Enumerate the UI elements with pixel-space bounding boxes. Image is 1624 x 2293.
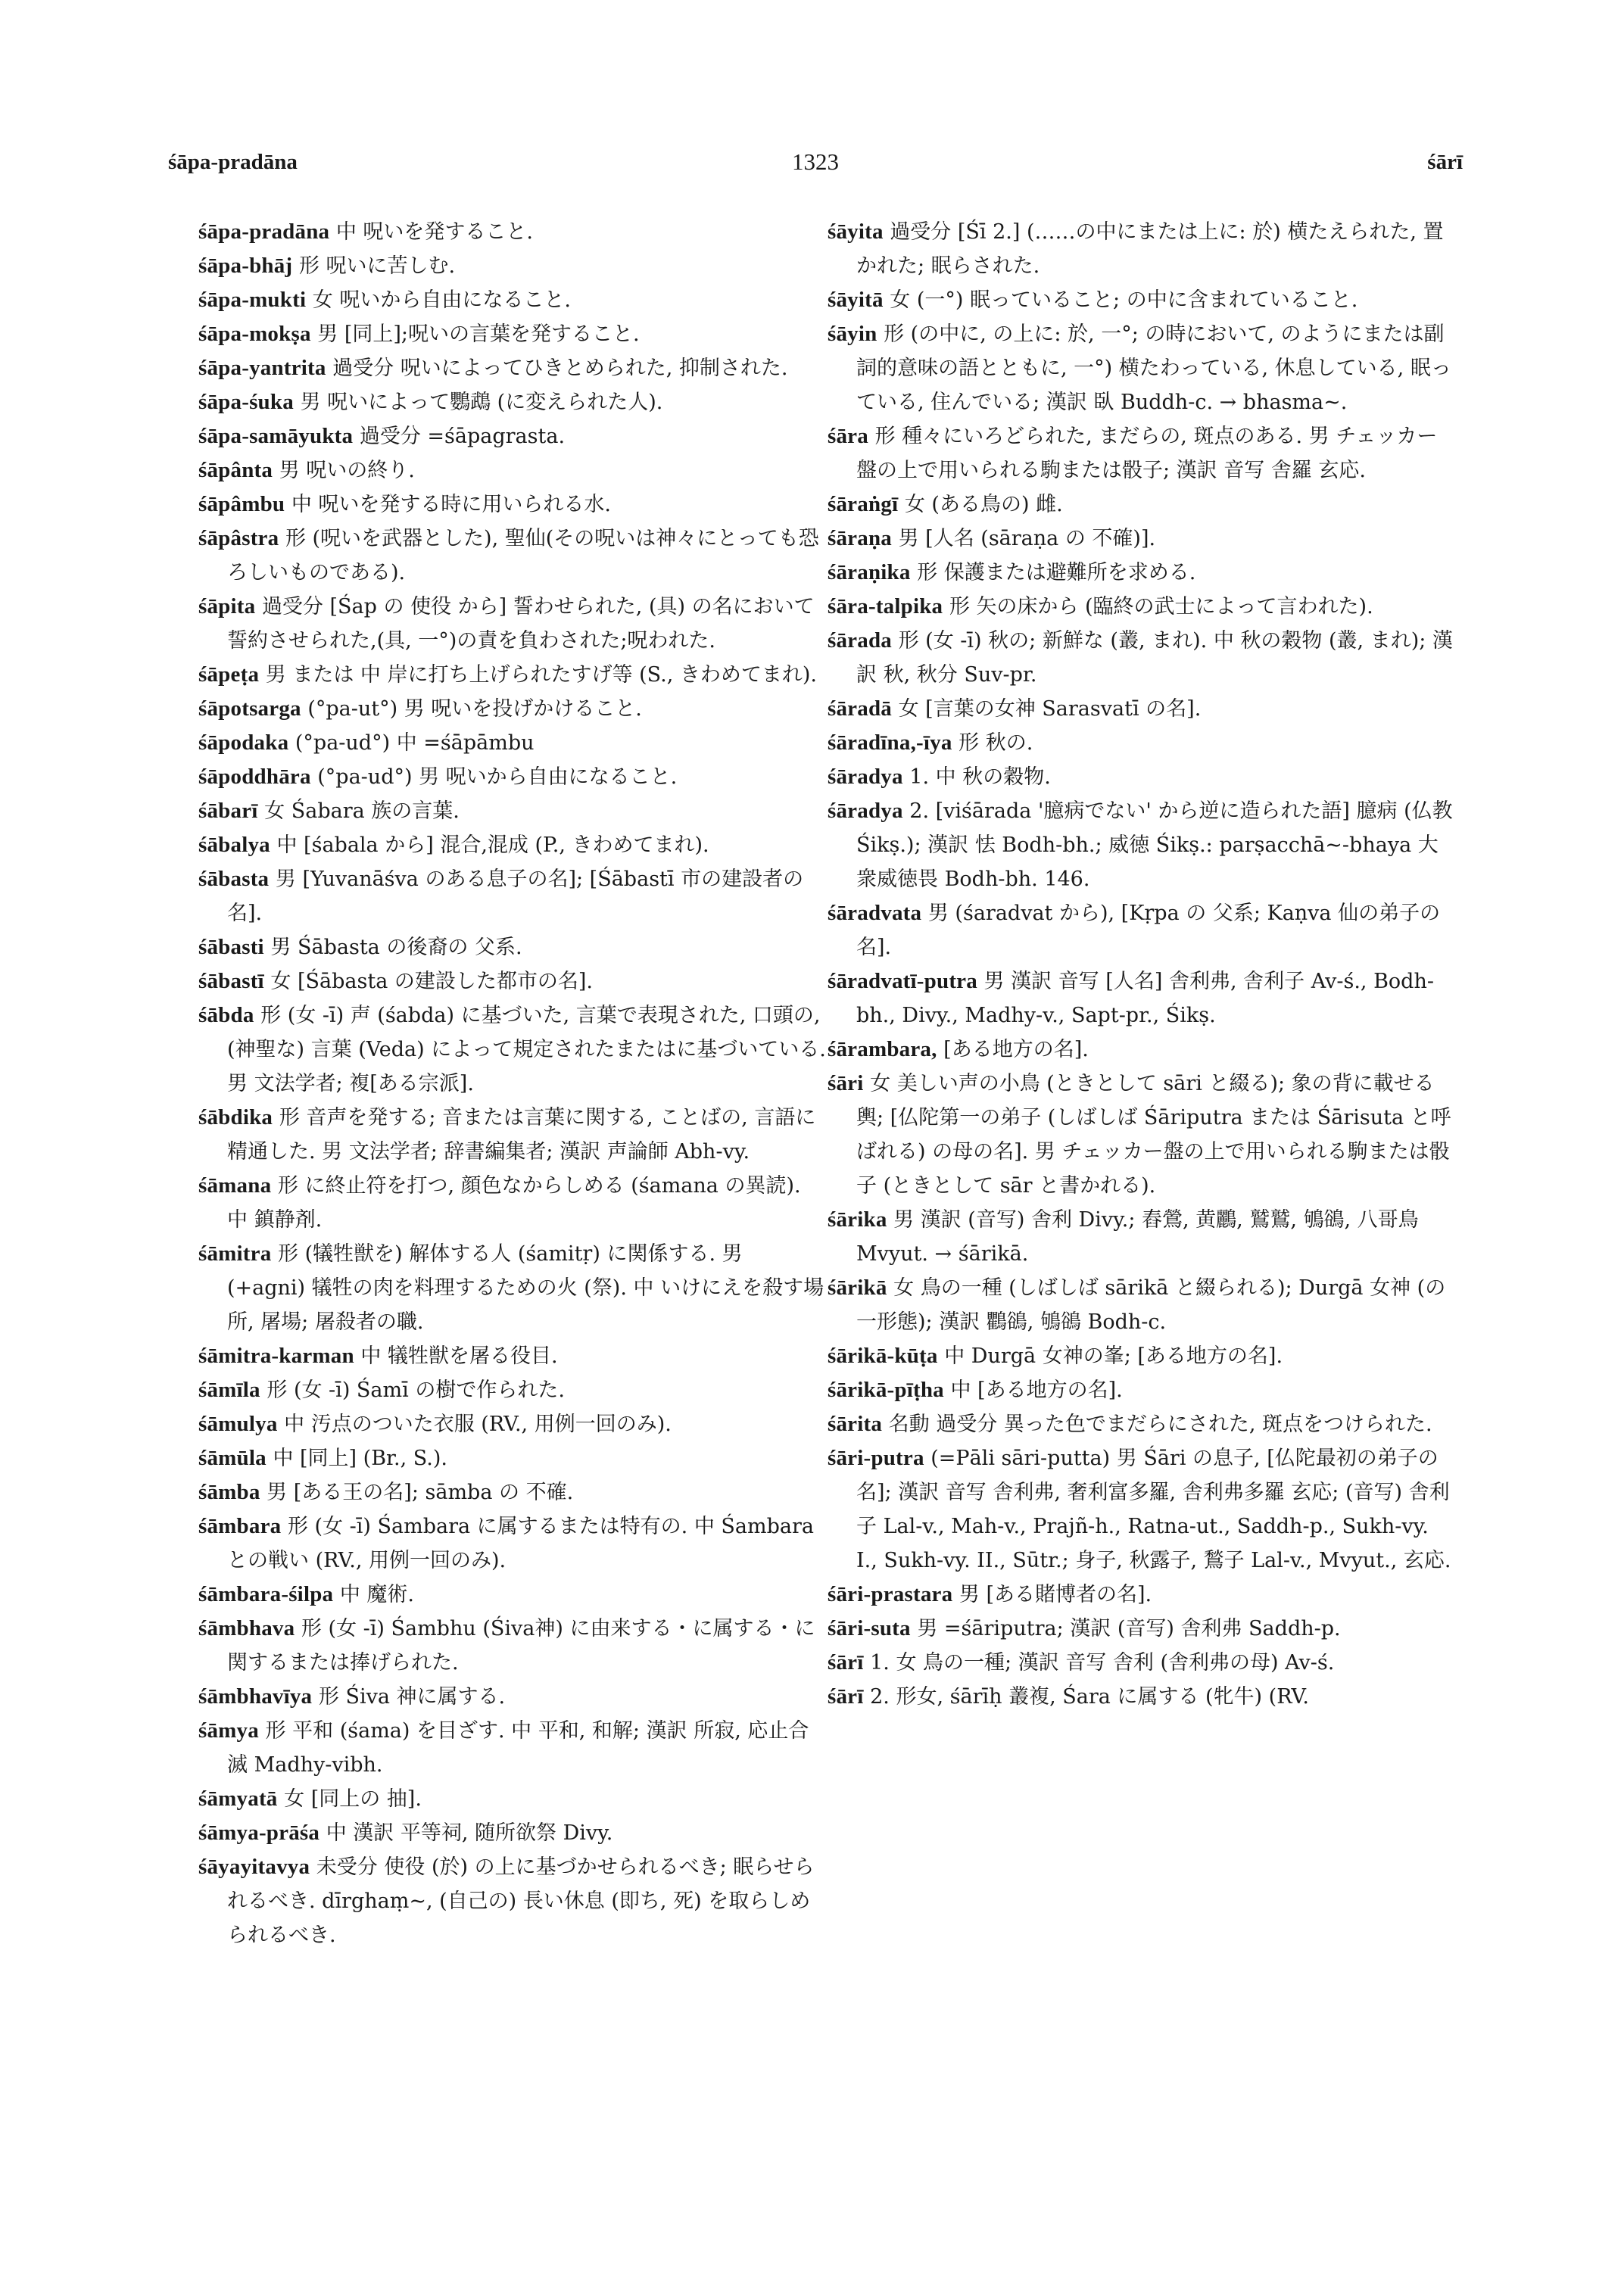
entry-headword: śārambara, <box>828 1037 937 1061</box>
dictionary-entry <box>828 590 1456 624</box>
entry-headword: śāmīla <box>198 1378 260 1402</box>
dictionary-entry <box>198 1475 827 1509</box>
entry-definition: 未受分 使役 (於) の上に基づかせられるべき; 眠らせられるべき. dīrghaṃ~, (自己の) 長い休息 (即ち, 死) を取らしめられるべき. <box>227 1855 815 1947</box>
dictionary-entry <box>198 1850 827 1952</box>
entry-headword: śāra-talpika <box>828 594 943 618</box>
entry-definition: 男 [Yuvanāśva のある息子の名]; [Śābastī 市の建設者の名]. <box>227 868 804 925</box>
dictionary-entry <box>198 726 827 760</box>
entry-definition: 形 音声を発する; 音または言葉に関する, ことばの, 言語に精通した. 男 文法学者; 辞書編集者; 漢訳 声論師 Abh-vy. <box>227 1106 816 1164</box>
entry-definition: 中 呪いを発すること. <box>335 220 533 244</box>
entry-definition: 形 (女 -ī) 声 (śabda) に基づいた, 言葉で表現された, 口頭の, (神聖な) 言葉 (Veda) によって規定されたまたはに基づいている. 男 文法学者; 複[ある宗派]. <box>227 1004 826 1095</box>
entry-headword: śāmya <box>198 1718 259 1743</box>
dictionary-entry <box>198 351 827 385</box>
entry-definition: 女 鳥の一種 (しばしば sārikā と綴られる); Durgā 女神 (の一形態); 漢訳 鸜鵒, 鴝鵒 Bodh-c. <box>856 1276 1446 1334</box>
entry-headword: śārada <box>828 628 892 653</box>
entry-headword: śāpotsarga <box>198 696 301 721</box>
entry-headword: śāpa-yantrita <box>198 356 326 380</box>
entry-headword: śāmbara-śilpa <box>198 1582 334 1606</box>
dictionary-entry <box>828 624 1456 692</box>
entry-definition: (=Pāli sāri-putta) 男 Śāri の息子, [仏陀最初の弟子の名]; 漢訳 音写 舎利弗, 奢利富多羅, 舎利弗多羅 玄応; (音写) 舎利子 Lal-v., Mah-v., Prajñ-h., Ratna-ut., Saddh-p., Sukh-vy. I., Sukh-vy. II., Sūtr.; 身子, 秋露子, 鶖子 Lal-v., Mvyut., 玄応. <box>856 1447 1451 1572</box>
entry-definition: 形 秋の. <box>959 731 1033 755</box>
entry-headword: śāyin <box>828 322 877 346</box>
entry-headword: śāpa-mokṣa <box>198 322 311 346</box>
dictionary-entry <box>198 385 827 419</box>
entry-definition: 形 呪いに苦しむ. <box>298 254 456 278</box>
dictionary-entry <box>198 453 827 488</box>
entry-headword: śārikā-kūṭa <box>828 1344 938 1368</box>
entry-headword: śāradā <box>828 696 892 721</box>
entry-definition: 過受分 [Śī 2.] (……の中にまたは上に: 於) 横たえられた, 置かれた; 眠らされた. <box>856 220 1444 278</box>
dictionary-entry <box>828 556 1456 590</box>
entry-definition: 中 漢訳 平等祠, 随所欲祭 Divy. <box>326 1821 613 1845</box>
dictionary-entry <box>198 1169 827 1237</box>
entry-headword: śāpa-śuka <box>198 390 294 414</box>
entry-headword: śāpa-bhāj <box>198 254 293 278</box>
dictionary-entry <box>828 964 1456 1033</box>
entry-headword: śāraṅgī <box>828 492 899 516</box>
entry-headword: śāmbhavīya <box>198 1684 313 1709</box>
entry-definition: 過受分 =śāpagrasta. <box>359 425 566 448</box>
entry-definition: 形 保護または避難所を求める. <box>917 561 1196 584</box>
entry-definition: (°pa-ud°) 中 =śāpāmbu <box>295 731 535 755</box>
dictionary-entry <box>198 1407 827 1441</box>
entry-definition: 形 矢の床から (臨終の武士によって言われた). <box>949 595 1373 618</box>
entry-headword: śāpoddhāra <box>198 765 311 789</box>
dictionary-entry <box>198 1101 827 1169</box>
entry-definition: 中 Durgā 女神の峯; [ある地方の名]. <box>944 1344 1283 1368</box>
left-column <box>198 215 827 1952</box>
entry-definition: 過受分 呪いによってひきとめられた, 抑制された. <box>332 357 788 380</box>
entry-headword: śāpita <box>198 594 256 618</box>
dictionary-entry <box>828 726 1456 760</box>
dictionary-entry <box>828 283 1456 317</box>
dictionary-entry <box>198 1816 827 1850</box>
entry-definition: 男 [人名 (sāraṇa の 不確)]. <box>898 527 1156 550</box>
entry-definition: 形 平和 (śama) を目ざす. 中 平和, 和解; 漢訳 所寂, 応止合滅 Madhy-vibh. <box>227 1719 809 1777</box>
entry-headword: śāmitra <box>198 1242 272 1266</box>
entry-definition: 女 美しい声の小鳥 (ときとして sāri と綴る); 象の背に載せる輿; [仏陀第一の弟子 (しばしば Śāriputra または Śārisuta と呼ばれる) の母の名]. 男 チェッカー盤の上で用いられる駒または骰子 (ときとして sār と書かれる). <box>856 1072 1451 1198</box>
entry-definition: 女 (ある鳥の) 雌. <box>904 493 1063 516</box>
entry-definition: 形 (の中に, の上に: 於, 一°; の時において, のようにまたは副詞的意味の語とともに, 一°) 横たわっている, 休息している, 眠っている, 住んでいる; 漢訳 臥 Buddh-c. → bhasma~. <box>856 322 1451 414</box>
entry-headword: śāmya-prāśa <box>198 1821 320 1845</box>
entry-headword: śāraṇa <box>828 526 892 550</box>
entry-definition: 男 呪いによって鸚鵡 (に変えられた人). <box>300 391 663 414</box>
dictionary-entry <box>198 964 827 999</box>
dictionary-entry <box>828 419 1456 488</box>
entry-headword: śābasta <box>198 867 270 891</box>
entry-headword: śāradya <box>828 799 903 823</box>
dictionary-entry <box>198 522 827 590</box>
entry-headword: śābdika <box>198 1105 273 1129</box>
entry-headword: śāpâmbu <box>198 492 285 516</box>
dictionary-entry <box>198 1339 827 1373</box>
entry-definition: 女 (一°) 眠っていること; の中に含まれていること. <box>890 288 1358 312</box>
entry-definition: 過受分 [Śap の 使役 から] 誓わせられた, (具) の名において誓約させられた,(具, 一°)の責を負わされた;呪われた. <box>227 595 815 653</box>
entry-definition: 形 種々にいろどられた, まだらの, 斑点のある. 男 チェッカー盤の上で用いられる駒または骰子; 漢訳 音写 舎羅 玄応. <box>856 425 1438 482</box>
entry-definition: 男 (śaradvat から), [Kṛpa の 父系; Kaṇva 仙の弟子の名]. <box>856 902 1441 959</box>
dictionary-entry <box>828 1407 1456 1441</box>
entry-definition: 女 [同上の 抽]. <box>284 1787 422 1811</box>
entry-definition: 中 犠牲獣を屠る役目. <box>360 1344 558 1368</box>
entry-headword: śābarī <box>198 799 258 823</box>
dictionary-entry <box>828 1203 1456 1271</box>
entry-definition: 女 [Śābasta の建設した都市の名]. <box>270 970 594 993</box>
dictionary-entry <box>198 283 827 317</box>
dictionary-entry <box>828 1578 1456 1612</box>
page-number: 1323 <box>792 148 839 175</box>
entry-headword: śāpa-pradāna <box>198 220 330 244</box>
dictionary-entry <box>828 1339 1456 1373</box>
entry-headword: śāpânta <box>198 458 273 482</box>
dictionary-entry <box>198 1509 827 1578</box>
dictionary-entry <box>198 1782 827 1816</box>
dictionary-entry <box>198 590 827 658</box>
entry-definition: 形 (女 -ī) Śamī の樹で作られた. <box>267 1379 565 1402</box>
entry-headword: śāyita <box>828 220 884 244</box>
dictionary-entry <box>198 488 827 522</box>
page-header <box>168 150 1463 188</box>
dictionary-entry <box>828 215 1456 283</box>
entry-headword: śāpâstra <box>198 526 279 550</box>
entry-headword: śāmulya <box>198 1412 278 1436</box>
entry-headword: śārikā-pīṭha <box>828 1378 944 1402</box>
entry-headword: śāradvata <box>828 901 922 925</box>
entry-definition: 男 [ある王の名]; sāmba の 不確. <box>267 1481 574 1504</box>
entry-definition: (°pa-ut°) 男 呪いを投げかけること. <box>307 697 642 721</box>
entry-headword: śārika <box>828 1207 887 1232</box>
dictionary-entry <box>198 1373 827 1407</box>
entry-definition: 形 (女 -ī) Śambara に属するまたは特有の. 中 Śambara との戦い (RV., 用例一回のみ). <box>227 1515 815 1572</box>
dictionary-entry <box>198 862 827 930</box>
entry-definition: 男 [ある賭博者の名]. <box>959 1583 1152 1606</box>
entry-headword: śābastī <box>198 969 264 993</box>
entry-headword: śāpa-samāyukta <box>198 424 354 448</box>
dictionary-entry <box>828 1067 1456 1203</box>
entry-headword: śābasti <box>198 935 264 959</box>
dictionary-entry <box>198 1680 827 1714</box>
dictionary-entry <box>828 1271 1456 1339</box>
entry-definition: [ある地方の名]. <box>943 1038 1089 1061</box>
entry-headword: śāradvatī-putra <box>828 969 977 993</box>
entry-definition: 中 呪いを発する時に用いられる水. <box>291 493 611 516</box>
entry-headword: śāradya <box>828 765 903 789</box>
entry-headword: śāmbara <box>198 1514 282 1538</box>
dictionary-entry <box>828 317 1456 419</box>
entry-headword: śārī <box>828 1650 864 1675</box>
entry-definition: 形 (女 -ī) 秋の; 新鮮な (叢, まれ). 中 秋の穀物 (叢, まれ); 漢訳 秋, 秋分 Suv-pr. <box>856 629 1453 687</box>
dictionary-entry <box>828 896 1456 964</box>
entry-definition: 男 =śāriputra; 漢訳 (音写) 舎利弗 Saddh-p. <box>917 1617 1341 1640</box>
dictionary-entry <box>198 317 827 351</box>
entry-definition: 1. 中 秋の穀物. <box>909 765 1051 789</box>
entry-headword: śāmitra-karman <box>198 1344 354 1368</box>
entry-headword: śāmba <box>198 1480 260 1504</box>
entry-headword: śābda <box>198 1003 254 1027</box>
entry-definition: 形 Śiva 神に属する. <box>318 1685 506 1709</box>
entry-definition: (°pa-ud°) 男 呪いから自由になること. <box>317 765 678 789</box>
entry-definition: 女 呪いから自由になること. <box>312 288 571 312</box>
entry-headword: śāraṇika <box>828 560 911 584</box>
dictionary-entry <box>828 692 1456 726</box>
entry-headword: śāyitā <box>828 288 884 312</box>
entry-definition: 女 [言葉の女神 Sarasvatī の名]. <box>898 697 1202 721</box>
entry-headword: śāri-suta <box>828 1616 911 1640</box>
dictionary-entry <box>198 1578 827 1612</box>
running-head-left: śāpa-pradāna <box>168 150 298 174</box>
entry-definition: 2. [viśārada '臆病でない' から逆に造られた語] 臆病 (仏教 Śikṣ.); 漢訳 怯 Bodh-bh.; 威徳 Śikṣ.: parṣacchā~-bhaya 大衆威徳畏 Bodh-bh. 146. <box>856 799 1453 891</box>
entry-headword: śārī <box>828 1684 864 1709</box>
dictionary-entry <box>828 1033 1456 1067</box>
dictionary-entry <box>198 419 827 453</box>
dictionary-entry <box>828 1612 1456 1646</box>
entry-headword: śārita <box>828 1412 883 1436</box>
entry-headword: śāmbhava <box>198 1616 295 1640</box>
dictionary-entry <box>198 692 827 726</box>
entry-definition: 男 [同上];呪いの言葉を発すること. <box>317 322 640 346</box>
entry-definition: 中 魔術. <box>339 1583 414 1606</box>
dictionary-entry <box>198 999 827 1101</box>
entry-headword: śāmana <box>198 1173 272 1198</box>
entry-definition: 名動 過受分 異った色でまだらにされた, 斑点をつけられた. <box>888 1413 1432 1436</box>
dictionary-entry <box>828 760 1456 794</box>
dictionary-entry <box>198 1714 827 1782</box>
running-head-right: śārī <box>1427 150 1463 174</box>
dictionary-entry <box>828 1373 1456 1407</box>
dictionary-entry <box>198 1612 827 1680</box>
entry-headword: śāpodaka <box>198 731 289 755</box>
entry-headword: śārikā <box>828 1276 887 1300</box>
dictionary-entry <box>198 794 827 828</box>
dictionary-entry <box>828 1680 1456 1714</box>
entry-definition: 形 (女 -ī) Śambhu (Śiva神) に由来する・に属する・に関するまたは捧げられた. <box>227 1617 815 1675</box>
entry-definition: 中 汚点のついた衣服 (RV., 用例一回のみ). <box>284 1413 672 1436</box>
dictionary-entry <box>828 488 1456 522</box>
entry-headword: śāradīna,-īya <box>828 731 952 755</box>
right-column <box>828 215 1456 1714</box>
entry-definition: 男 漢訳 (音写) 舎利 Divy.; 舂鶯, 黄鸝, 鷲鷲, 鴝鵒, 八哥鳥 Mvyut. → śārikā. <box>856 1208 1419 1266</box>
entry-definition: 男 Śābasta の後裔の 父系. <box>270 936 522 959</box>
dictionary-entry <box>198 1441 827 1475</box>
entry-headword: śāyayitavya <box>198 1855 310 1879</box>
entry-definition: 中 [同上] (Br., S.). <box>273 1447 447 1470</box>
entry-headword: śāmūla <box>198 1446 267 1470</box>
dictionary-entry <box>198 760 827 794</box>
entry-definition: 2. 形女, śārīḥ 叢複, Śara に属する (牝牛) (RV. <box>870 1685 1309 1709</box>
entry-headword: śāpeṭa <box>198 662 260 687</box>
entry-headword: śābalya <box>198 833 270 857</box>
entry-definition: 1. 女 鳥の一種; 漢訳 音写 舎利 (舎利弗の母) Av-ś. <box>870 1651 1335 1675</box>
entry-headword: śāra <box>828 424 868 448</box>
dictionary-entry <box>198 658 827 692</box>
dictionary-entry <box>828 794 1456 896</box>
entry-headword: śāri-prastara <box>828 1582 953 1606</box>
entry-headword: śāmyatā <box>198 1787 278 1811</box>
entry-definition: 男 漢訳 音写 [人名] 舎利弗, 舎利子 Av-ś., Bodh-bh., Divy., Madhy-v., Sapt-pr., Śikṣ. <box>856 970 1434 1027</box>
dictionary-entry <box>828 1441 1456 1578</box>
dictionary-entry <box>198 215 827 249</box>
entry-definition: 形 (呪いを武器とした), 聖仙(その呪いは神々にとっても恐ろしいものである). <box>227 527 819 584</box>
dictionary-entry <box>198 249 827 283</box>
dictionary-entry <box>198 1237 827 1339</box>
entry-definition: 形 (犠牲獣を) 解体する人 (śamitṛ) に関係する. 男 (+agni) 犠牲の肉を料理するための火 (祭). 中 いけにえを殺す場所, 屠場; 屠殺者の職. <box>227 1242 824 1334</box>
entry-definition: 男 呪いの終り. <box>279 459 415 482</box>
entry-definition: 男 または 中 岸に打ち上げられたすげ等 (S., きわめてまれ). <box>265 663 818 687</box>
entry-headword: śāri <box>828 1071 864 1095</box>
entry-headword: śāpa-mukti <box>198 288 307 312</box>
entry-definition: 形 に終止符を打つ, 顔色なからしめる (śamana の異読). 中 鎮静剤. <box>227 1174 801 1232</box>
dictionary-entry <box>828 1646 1456 1680</box>
entry-definition: 中 [ある地方の名]. <box>950 1379 1123 1402</box>
dictionary-entry <box>198 828 827 862</box>
dictionary-entry <box>828 522 1456 556</box>
dictionary-entry <box>198 930 827 964</box>
entry-definition: 女 Śabara 族の言葉. <box>264 799 460 823</box>
entry-headword: śāri-putra <box>828 1446 924 1470</box>
entry-definition: 中 [śabala から] 混合,混成 (P., きわめてまれ). <box>276 833 709 857</box>
